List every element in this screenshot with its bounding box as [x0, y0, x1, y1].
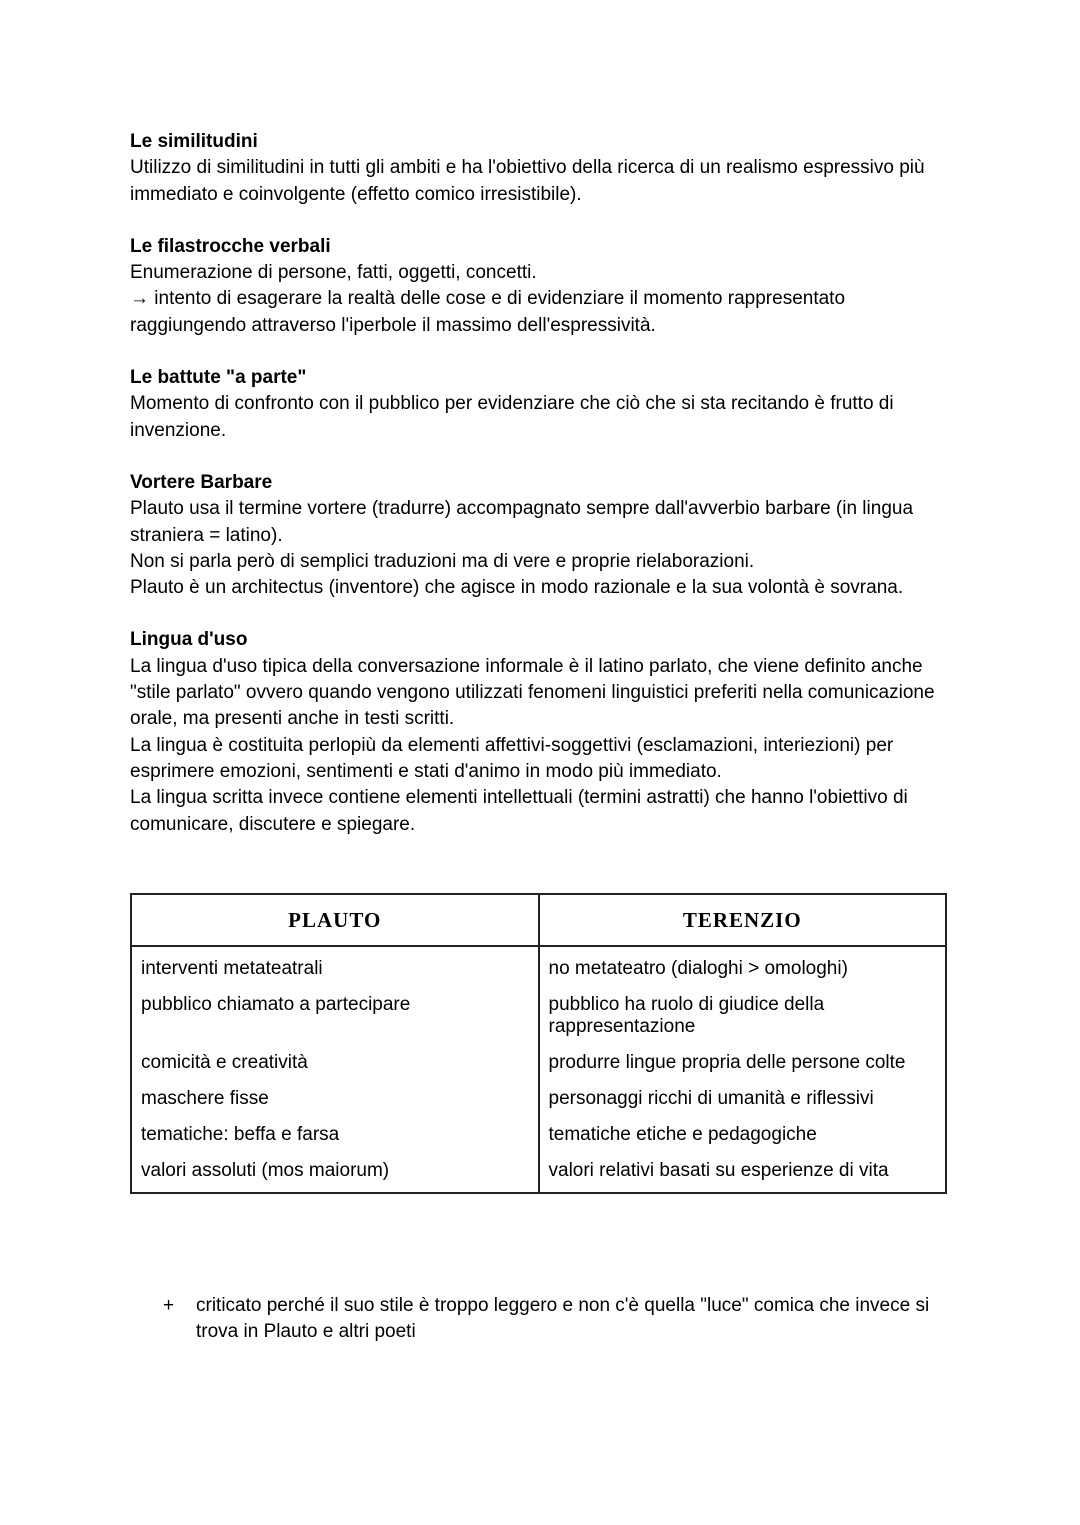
bullet-text: criticato perché il suo stile è troppo leggero e non c'è quella "luce" comica che invece si trova in Plauto e altri poeti: [196, 1295, 930, 1343]
table-cell: pubblico chiamato a partecipare: [131, 982, 539, 1040]
table-cell: personaggi ricchi di umanità e riflessivi: [539, 1076, 947, 1112]
table-row: [131, 1040, 946, 1076]
section-text: → intento di esagerare la realtà delle cose e di evidenziare il momento rappresentato raggiungendo attraverso l'iperbole il massimo dell'espressività.: [130, 288, 846, 336]
section-title: Le battute "a parte": [130, 367, 307, 389]
table-row: [131, 1076, 946, 1112]
section-text: Non si parla però di semplici traduzioni ma di vere e proprie rielaborazioni.: [130, 550, 755, 572]
document-body: [130, 129, 960, 864]
section-title: Vortere Barbare: [130, 471, 273, 493]
header-plauto: PLAUTO: [131, 894, 539, 946]
section-text: Enumerazione di persone, fatti, oggetti, concetti.: [130, 262, 537, 284]
table-cell: comicità e creatività: [131, 1040, 539, 1076]
section-similitudini: [130, 129, 960, 208]
table-row: [131, 946, 946, 982]
section-title: Le similitudini: [130, 131, 258, 152]
section-text: La lingua è costituita perlopiù da elementi affettivi-soggettivi (esclamazioni, interiezioni) per esprimere emozioni, sentimenti e stati d'animo in modo più immediato.: [130, 734, 894, 782]
table-cell: interventi metateatrali: [131, 946, 539, 982]
section-text: La lingua d'uso tipica della conversazione informale è il latino parlato, che viene definito anche "stile parlato" ovvero quando vengono utilizzati fenomeni linguistici preferiti nella comunicazione orale, ma presenti anche in testi scritti.: [130, 655, 935, 730]
section-filastrocche: [130, 234, 960, 339]
table-cell: pubblico ha ruolo di giudice della rappresentazione: [539, 982, 947, 1040]
comparison-table: [130, 893, 947, 1241]
bullet-item: [163, 1293, 963, 1346]
section-lingua-uso: [130, 627, 960, 837]
section-title: Lingua d'uso: [130, 629, 248, 651]
section-text: Plauto è un architectus (inventore) che agisce in modo razionale e la sua volontà è sovrana.: [130, 577, 904, 599]
table-row: [131, 1148, 946, 1193]
table-row: [131, 982, 946, 1040]
plus-bullet-icon: +: [163, 1295, 175, 1316]
section-title: Le filastrocche verbali: [130, 235, 331, 257]
table-cell: valori assoluti (mos maiorum): [131, 1148, 539, 1193]
section-battute: [130, 365, 960, 444]
section-text: Plauto usa il termine vortere (tradurre) accompagnato sempre dall'avverbio barbare (in lingua straniera = latino).: [130, 498, 914, 546]
table-cell: tematiche etiche e pedagogiche: [539, 1112, 947, 1148]
section-text: La lingua scritta invece contiene elementi intellettuali (termini astratti) che hanno l'obiettivo di comunicare, discutere e spiegare.: [130, 787, 908, 835]
section-text: Momento di confronto con il pubblico per evidenziare che ciò che si sta recitando è frutto di invenzione.: [130, 393, 894, 441]
table-cell: produrre lingue propria delle persone colte: [539, 1040, 947, 1076]
table-cell: maschere fisse: [131, 1076, 539, 1112]
table-row: [131, 1112, 946, 1148]
section-text: Utilizzo di similitudini in tutti gli ambiti e ha l'obiettivo della ricerca di un realismo espressivo più immediato e coinvolgente (effetto comico irresistibile).: [130, 157, 925, 205]
header-terenzio: TERENZIO: [539, 894, 947, 946]
table-cell: tematiche: beffa e farsa: [131, 1112, 539, 1148]
table-cell: valori relativi basati su esperienze di vita: [539, 1148, 947, 1193]
table-cell: no metateatro (dialoghi > omologhi): [539, 946, 947, 982]
section-vortere-barbare: [130, 470, 960, 601]
